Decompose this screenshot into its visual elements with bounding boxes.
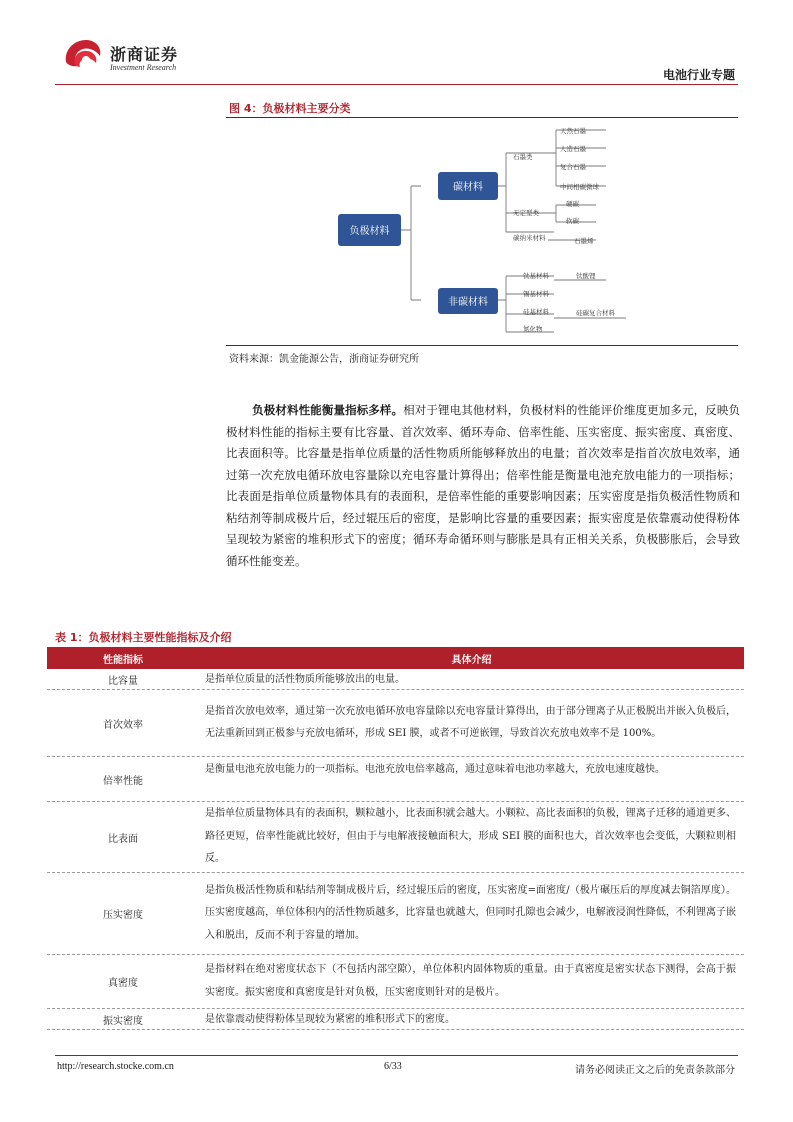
disclaimer-note: 请务必阅读正文之后的免责条款部分 bbox=[575, 1065, 735, 1076]
metric-description: 是依靠震动使得粉体呈现较为紧密的堆积形式下的密度。 bbox=[205, 1014, 455, 1025]
table-row bbox=[47, 690, 744, 757]
metric-description: 是指材料在绝对密度状态下（不包括内部空隙），单位体积内固体物质的重量。由于真密度是密实状态下测得，会高于振实密度。振实密度和真密度是针对负极，压实密度则针对的是极片。 bbox=[205, 964, 736, 998]
table-row bbox=[47, 873, 744, 955]
report-title: 电池行业专题 bbox=[662, 68, 735, 82]
metric-name: 比表面 bbox=[108, 833, 138, 845]
silicon-item-label: 硅碳复合材料 bbox=[576, 309, 615, 317]
brand-name: 浙商证券 bbox=[110, 45, 179, 64]
metric-name: 首次效率 bbox=[103, 719, 143, 731]
carbon-node-label: 碳材料 bbox=[453, 182, 483, 193]
header-description: 具体介绍 bbox=[451, 654, 492, 666]
graphite-item-label: 复合石墨 bbox=[560, 163, 586, 171]
amorphous-item-label: 软碳 bbox=[566, 217, 579, 225]
non-carbon-group-label: 硅基材料 bbox=[523, 308, 549, 316]
paragraph-body: 相对于锂电其他材料，负极材料的性能评价维度更加多元，反映负极材料性能的指标主要有比容量、首次效率、循环寿命、倍率性能、压实密度、振实密度、真密度、比表面积等。比容量是指单位质量的活性物质所能够释放出的电量；首次效率是指首次放电效率，通过第一次充放电循环放电容量除以充电容量计算得出；倍率性能是衡量电池充放电能力的一项指标；比表面是指单位质量物体具有的表面积，是倍率性能的重要影响因素；压实密度是指负极活性物质和粘结剂等制成极片后，经过辊压后的密度，是影响比容量的重要因素；振实密度是依靠震动使得粉体呈现较为紧密的堆积形式下的密度；循环寿命循环则与膨胀是具有正相关关系，负极膨胀后，会导致循环性能变差。 bbox=[226, 403, 741, 568]
metric-description: 是指负极活性物质和粘结剂等制成极片后，经过辊压后的密度，压实密度=面密度/（极片碾压后的厚度减去铜箔厚度）。压实密度越高，单位体积内的活性物质越多，比容量也就越大，但同时孔隙也会减少，电解液浸润性降低，不利锂离子嵌入和脱出，反而不利于容量的增加。 bbox=[205, 884, 736, 941]
non-carbon-group-label: 钛基材料 bbox=[523, 272, 549, 280]
non-carbon-group-label: 锡基材料 bbox=[523, 290, 549, 298]
metric-description: 是指首次放电效率，通过第一次充放电循环放电容量除以充电容量计算得出，由于部分锂离子从正极脱出并嵌入负极后，无法重新回到正极参与充放电循环，形成 SEI 膜，或者不可逆嵌锂，导致首次充放电效率不是 100%。 bbox=[205, 705, 736, 739]
footer-divider bbox=[55, 1055, 738, 1056]
figure-bottom-rule bbox=[226, 345, 738, 346]
table-row bbox=[47, 669, 744, 690]
root-node-label: 负极材料 bbox=[349, 226, 390, 237]
paragraph-lead: 负极材料性能衡量指标多样。 bbox=[252, 403, 404, 417]
metric-name: 振实密度 bbox=[103, 1015, 143, 1027]
titanium-item-label: 钛酸锂 bbox=[576, 272, 596, 280]
metric-description: 是指单位质量物体具有的表面积，颗粒越小，比表面积就会越大。小颗粒、高比表面积的负极，锂离子迁移的通道更多、路径更短，倍率性能就比较好，但由于与电解液接触面积大，形成 SEI 膜的面积也大，首次效率也会变低，大颗粒则相反。 bbox=[205, 808, 736, 865]
header-metric: 性能指标 bbox=[103, 654, 143, 666]
group-nano-label: 碳纳米材料 bbox=[513, 234, 546, 242]
table-row bbox=[47, 757, 744, 802]
metric-description: 是指单位质量的活性物质所能够放出的电量。 bbox=[205, 674, 405, 685]
table-row bbox=[47, 955, 744, 1009]
table-header bbox=[47, 647, 744, 669]
metric-name: 倍率性能 bbox=[103, 775, 143, 787]
metric-name: 比容量 bbox=[108, 675, 138, 687]
metric-description: 是衡量电池充放电能力的一项指标。电池充放电倍率越高，通过意味着电池功率越大，充放电速度越快。 bbox=[205, 764, 665, 775]
table-title: 表 1：负极材料主要性能指标及介绍 bbox=[55, 631, 232, 644]
graphite-item-label: 天然石墨 bbox=[560, 127, 586, 135]
metric-name: 真密度 bbox=[108, 978, 138, 989]
figure-title: 图 4：负极材料主要分类 bbox=[229, 102, 351, 115]
body-paragraph bbox=[226, 400, 740, 572]
group-amorphous-label: 无定型类 bbox=[513, 209, 539, 217]
website-link[interactable]: http://research.stocke.com.cn bbox=[57, 1061, 174, 1072]
page-number: 6/33 bbox=[384, 1061, 402, 1072]
anode-classification-diagram bbox=[226, 118, 738, 344]
figure-source: 资料来源：凯金能源公告，浙商证券研究所 bbox=[229, 354, 419, 365]
company-logo-icon bbox=[62, 36, 104, 70]
non-carbon-node-label: 非碳材料 bbox=[448, 297, 488, 308]
nano-item-label: 石墨烯 bbox=[574, 237, 594, 245]
graphite-item-label: 中间相碳微球 bbox=[560, 183, 599, 191]
header-divider bbox=[55, 84, 738, 85]
metrics-table bbox=[47, 647, 744, 1030]
non-carbon-group-label: 氮化物 bbox=[523, 325, 543, 333]
brand-subtitle: Investment Research bbox=[110, 63, 177, 72]
table-row bbox=[47, 1009, 744, 1030]
metric-name: 压实密度 bbox=[103, 910, 143, 921]
amorphous-item-label: 硬碳 bbox=[566, 200, 579, 208]
group-graphite-label: 石墨类 bbox=[513, 153, 533, 161]
graphite-item-label: 人造石墨 bbox=[560, 145, 586, 153]
table-row bbox=[47, 802, 744, 873]
